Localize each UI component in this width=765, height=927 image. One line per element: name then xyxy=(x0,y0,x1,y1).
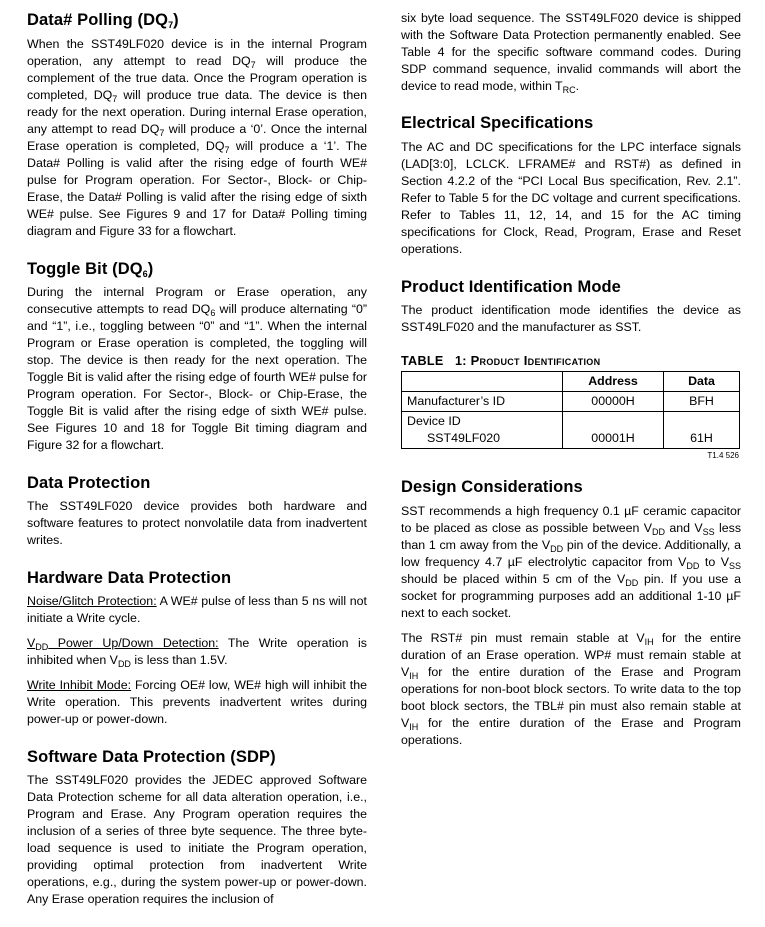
table-row xyxy=(402,412,740,449)
paragraph-toggle-bit: During the internal Program or Erase operation, any consecutive attempts to read $DQ_6$ will produce alternating “0” and “1”, i.e., toggling between “0” and “1”. When the internal Program or Erase operation is completed, the toggling will stop. The device is then ready for the next operation. The Toggle Bit is valid after the rising edge of fourth WE# pulse for Program operation. For Sector-, Block- or Chip-Erase, the Toggle Bit is valid after the rising edge of sixth WE# pulse. See Figures 10 and 18 for Toggle Bit timing diagram and Figure 32 for a flowchart. xyxy=(27,285,367,452)
paragraph-design-1: SST recommends a high frequency 0.1 µF ceramic capacitor to be placed as close as possible between $V_{DD}$ and $V_{SS}$ less than 1 cm away from the $V_{DD}$ pin of the device. Additionally, a low frequency 4.7 µF electrolytic capacitor from $V_{DD}$ to $V_{SS}$ should be placed within 5 cm of the $V_{DD}$ pin. If you use a socket for programming purposes add an additional 1-10 µF next to each socket. xyxy=(401,504,742,620)
table-header-cell xyxy=(402,372,563,392)
right-column xyxy=(401,0,741,749)
table-cell xyxy=(402,412,563,449)
product-identification-table xyxy=(401,371,740,449)
paragraph-noise-glitch: Noise/Glitch Protection: A WE# pulse of less than 5 ns will not initiate a Write cycle. xyxy=(27,594,368,625)
device-id-part: SST49LF020 xyxy=(427,431,501,445)
table-cell: 00001H xyxy=(563,412,664,449)
left-column xyxy=(27,0,367,908)
heading-product-identification-mode: Product Identification Mode xyxy=(401,278,621,296)
table-cell: BFH xyxy=(664,392,740,412)
paragraph-design-2: The RST# pin must remain stable at $V_{IH}$ for the entire duration of an Erase operation. WP# must remain stable at $V_{IH}$ for the entire duration of the Erase and Program operations for non-boot block sectors. To write data to the top boot block sectors, the TBL# pin must also remain stable at $V_{IH}$ for the entire duration of the Erase and Program operations. xyxy=(401,631,741,747)
heading-data-protection: Data Protection xyxy=(27,474,151,492)
paragraph-write-inhibit: Write Inhibit Mode: Forcing OE# low, WE# high will inhibit the Write operation. This prevents inadvertent writes during power-up or power-down. xyxy=(27,678,367,726)
table-header-cell: Address xyxy=(563,372,664,392)
paragraph-sdp-continued: six byte load sequence. The SST49LF020 device is shipped with the Software Data Protection permanently enabled. See Table 4 for the specific software command codes. During SDP command sequence, invalid commands will abort the device to read mode, within $T_{RC}$. xyxy=(401,11,741,95)
table-note: T1.4 526 xyxy=(707,451,739,460)
heading-hardware-data-protection: Hardware Data Protection xyxy=(27,569,232,587)
table-caption: TABLE 1: Product Identification xyxy=(401,353,601,368)
heading-design-considerations: Design Considerations xyxy=(401,478,583,496)
heading-data-polling: Data# Polling $(DQ_7)$ xyxy=(27,11,179,30)
table-cell: 61H xyxy=(664,412,740,449)
table-cell: 00000H xyxy=(563,392,664,412)
table-header-row xyxy=(402,372,740,392)
heading-electrical-specifications: Electrical Specifications xyxy=(401,114,594,132)
paragraph-electrical-specifications: The AC and DC specifications for the LPC interface signals (LAD[3:0], LCLCK. LFRAME# and RST#) as defined in Section 4.2.2 of the “PCI Local Bus specification, Rev. 2.1”. Refer to Table 5 for the DC voltage and current specifications. Refer to Tables 11, 12, 14, and 15 for the AC timing specifications for Clock, Read, Program, Erase and Reset operations. xyxy=(401,140,741,256)
paragraph-data-polling: When the SST49LF020 device is in the internal Program operation, any attempt to read $DQ_7$ will produce the complement of the true data. Once the Program operation is completed, $DQ_7$ will produce true data. The device is then ready for the next operation. During internal Erase operation, any attempt to read $DQ_7$ will produce a ‘0’. Once the internal Erase operation is completed, $DQ_7$ will produce a ‘1’. The Data# Polling is valid after the rising edge of fourth WE# pulse for Program operation. For Sector-, Block- or Chip-Erase, the Data# Polling is valid after the rising edge of sixth WE# pulse. See Figures 9 and 17 for Data# Polling timing diagram and Figure 33 for a flowchart. xyxy=(27,37,367,238)
paragraph-product-identification: The product identification mode identifies the device as SST49LF020 and the manufacturer as SST. xyxy=(401,303,741,334)
device-id-label: Device ID xyxy=(407,414,461,428)
paragraph-vdd-detection: $V_{DD}$ Power Up/Down Detection: The Write operation is inhibited when $V_{DD}$ is less than 1.5V. xyxy=(27,636,367,669)
table-header-cell: Data xyxy=(664,372,740,392)
table-cell: Manufacturer’s ID xyxy=(402,392,563,412)
table-row xyxy=(402,392,740,412)
heading-toggle-bit: Toggle Bit $(DQ_6)$ xyxy=(27,260,154,279)
paragraph-sdp: The SST49LF020 provides the JEDEC approved Software Data Protection scheme for all data alteration operation, i.e., Program and Erase. Any Program operation requires the inclusion of a series of three byte sequence. The three byte-load sequence is used to initiate the Program operation, providing optimal protection from inadvertent Write operations, e.g., during the system power-up or power-down. Any Erase operation requires the inclusion of xyxy=(27,773,367,906)
heading-software-data-protection: Software Data Protection (SDP) xyxy=(27,748,276,766)
paragraph-data-protection: The SST49LF020 device provides both hardware and software features to protect nonvolatile data from inadvertent writes. xyxy=(27,499,367,547)
